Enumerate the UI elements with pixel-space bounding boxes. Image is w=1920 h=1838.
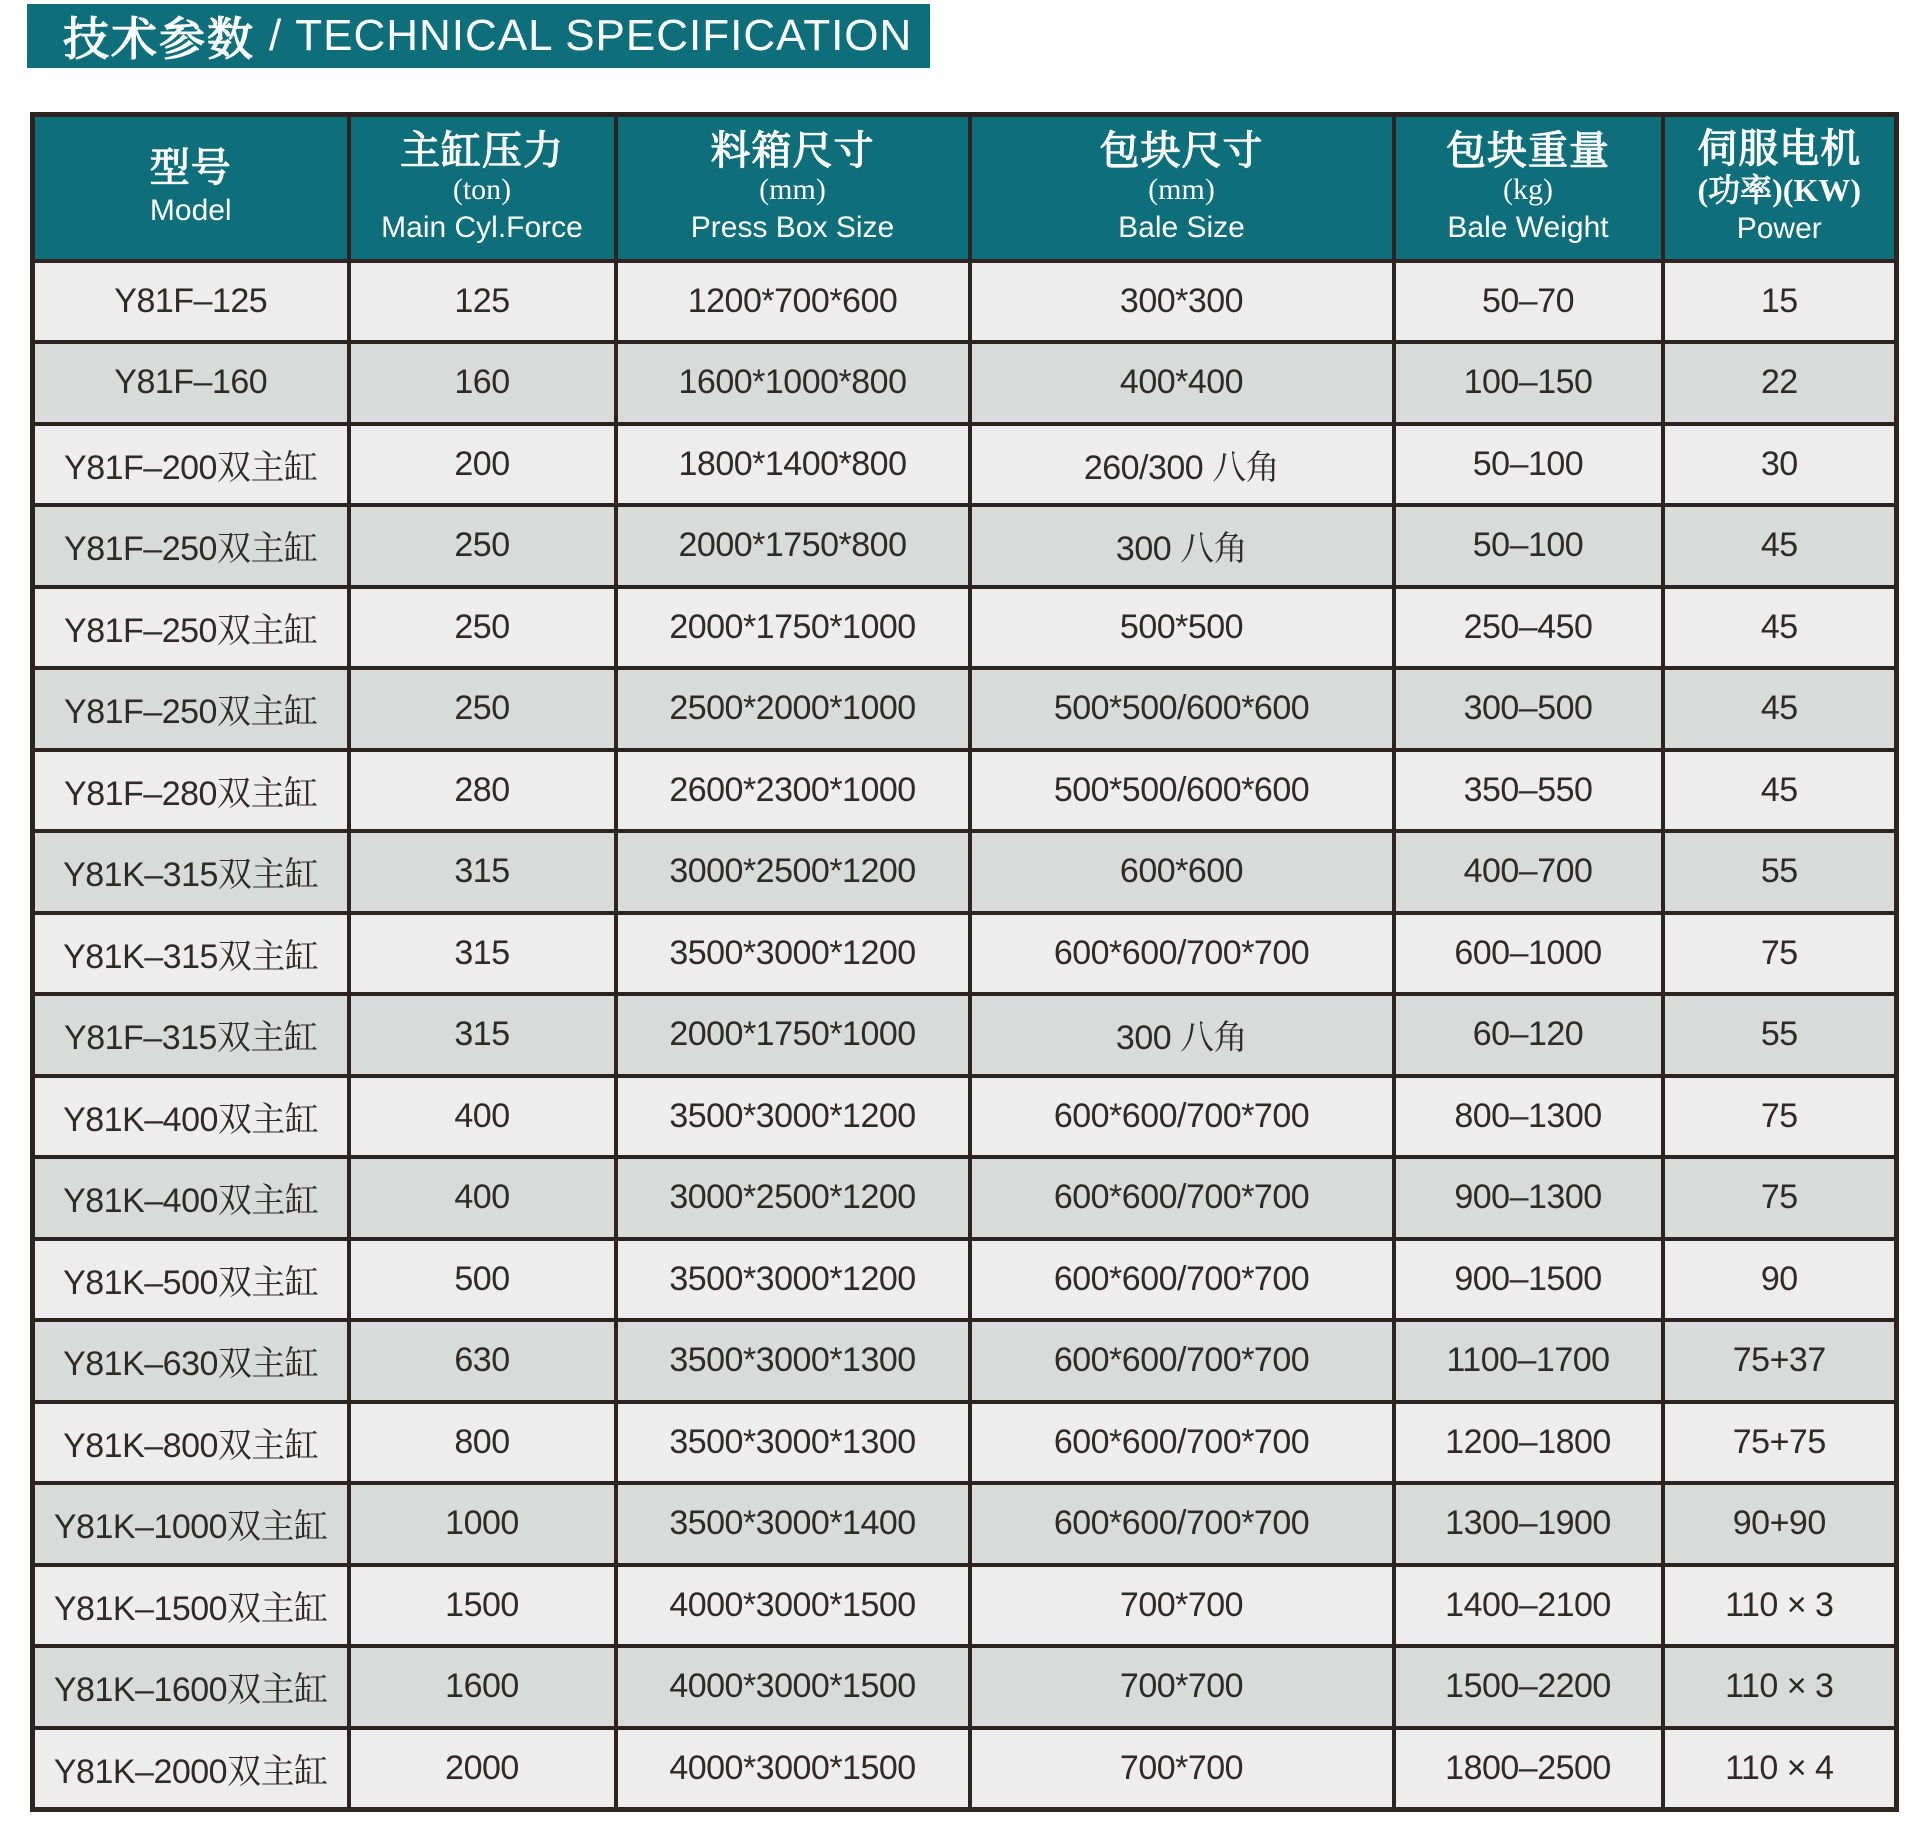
cell-main-cyl-force: 250: [349, 587, 616, 669]
cell-bale-size: 260/300 八角: [970, 424, 1394, 506]
cell-bale-weight: 600–1000: [1394, 913, 1663, 995]
cell-model: Y81K–315双主缸: [33, 913, 349, 995]
table-row: [33, 994, 1897, 1076]
cell-press-box-size: 2000*1750*1000: [616, 994, 970, 1076]
column-header-model: [33, 115, 349, 261]
cell-main-cyl-force: 280: [349, 750, 616, 832]
cell-press-box-size: 3500*3000*1200: [616, 913, 970, 995]
cell-press-box-size: 2000*1750*1000: [616, 587, 970, 669]
cell-main-cyl-force: 1500: [349, 1565, 616, 1647]
cell-model: Y81F–125: [33, 261, 349, 343]
header-unit: (kg): [1503, 173, 1553, 207]
cell-press-box-size: 3000*2500*1200: [616, 1157, 970, 1239]
cell-bale-weight: 300–500: [1394, 668, 1663, 750]
page-title-zh: 技术参数: [63, 14, 255, 65]
cell-press-box-size: 3500*3000*1400: [616, 1483, 970, 1565]
cell-power: 45: [1663, 750, 1897, 832]
cell-press-box-size: 4000*3000*1500: [616, 1565, 970, 1647]
cell-power: 110 × 3: [1663, 1646, 1897, 1728]
header-unit: (mm): [1148, 173, 1215, 207]
header-unit: (mm): [759, 173, 826, 207]
header-en: Model: [149, 193, 232, 227]
cell-bale-size: 300 八角: [970, 505, 1394, 587]
column-header-main-cyl-force: [349, 115, 616, 261]
cell-bale-size: 700*700: [970, 1565, 1394, 1647]
cell-bale-size: 300*300: [970, 261, 1394, 343]
cell-bale-weight: 900–1500: [1394, 1239, 1663, 1321]
cell-bale-size: 500*500/600*600: [970, 668, 1394, 750]
cell-bale-weight: 900–1300: [1394, 1157, 1663, 1239]
cell-bale-weight: 50–100: [1394, 505, 1663, 587]
header-en: Main Cyl.Force: [381, 210, 583, 244]
cell-press-box-size: 1800*1400*800: [616, 424, 970, 506]
cell-model: Y81K–500双主缸: [33, 1239, 349, 1321]
cell-model: Y81F–200双主缸: [33, 424, 349, 506]
cell-model: Y81K–315双主缸: [33, 831, 349, 913]
cell-main-cyl-force: 315: [349, 831, 616, 913]
cell-power: 110 × 4: [1663, 1728, 1897, 1810]
cell-model: Y81F–250双主缸: [33, 505, 349, 587]
cell-model: Y81K–1600双主缸: [33, 1646, 349, 1728]
page-title-separator: /: [269, 11, 282, 60]
cell-bale-weight: 60–120: [1394, 994, 1663, 1076]
column-header-press-box-size: [616, 115, 970, 261]
cell-bale-weight: 100–150: [1394, 342, 1663, 424]
spec-table-body: [33, 261, 1897, 1810]
header-zh: 包块重量: [1446, 127, 1610, 173]
cell-bale-size: 400*400: [970, 342, 1394, 424]
cell-power: 30: [1663, 424, 1897, 506]
cell-bale-size: 500*500/600*600: [970, 750, 1394, 832]
header-en: Bale Weight: [1447, 210, 1609, 244]
cell-bale-weight: 50–70: [1394, 261, 1663, 343]
table-row: [33, 505, 1897, 587]
spec-table: [30, 112, 1899, 1812]
cell-main-cyl-force: 2000: [349, 1728, 616, 1810]
cell-power: 22: [1663, 342, 1897, 424]
table-row: [33, 1483, 1897, 1565]
cell-model: Y81F–280双主缸: [33, 750, 349, 832]
table-row: [33, 668, 1897, 750]
cell-model: Y81F–250双主缸: [33, 587, 349, 669]
table-row: [33, 1565, 1897, 1647]
cell-power: 45: [1663, 505, 1897, 587]
cell-power: 75: [1663, 1157, 1897, 1239]
table-row: [33, 261, 1897, 343]
cell-bale-weight: 1100–1700: [1394, 1320, 1663, 1402]
cell-power: 110 × 3: [1663, 1565, 1897, 1647]
table-row: [33, 750, 1897, 832]
cell-power: 45: [1663, 587, 1897, 669]
cell-press-box-size: 1200*700*600: [616, 261, 970, 343]
header-en: Bale Size: [1118, 210, 1245, 244]
cell-bale-size: 600*600/700*700: [970, 1239, 1394, 1321]
cell-power: 55: [1663, 831, 1897, 913]
cell-power: 45: [1663, 668, 1897, 750]
cell-bale-size: 600*600/700*700: [970, 913, 1394, 995]
cell-model: Y81K–1500双主缸: [33, 1565, 349, 1647]
cell-main-cyl-force: 200: [349, 424, 616, 506]
cell-bale-size: 600*600: [970, 831, 1394, 913]
cell-bale-size: 600*600/700*700: [970, 1320, 1394, 1402]
cell-main-cyl-force: 160: [349, 342, 616, 424]
column-header-power: [1663, 115, 1897, 261]
header-zh: 主缸压力: [400, 127, 564, 173]
header-zh: 伺服电机: [1697, 126, 1862, 172]
cell-bale-size: 600*600/700*700: [970, 1483, 1394, 1565]
page-title-banner: [27, 4, 930, 68]
table-row: [33, 913, 1897, 995]
table-row: [33, 1320, 1897, 1402]
cell-main-cyl-force: 400: [349, 1076, 616, 1158]
cell-bale-weight: 1800–2500: [1394, 1728, 1663, 1810]
table-row: [33, 1157, 1897, 1239]
cell-press-box-size: 1600*1000*800: [616, 342, 970, 424]
cell-bale-size: 600*600/700*700: [970, 1402, 1394, 1484]
table-row: [33, 831, 1897, 913]
cell-model: Y81K–2000双主缸: [33, 1728, 349, 1810]
cell-power: 75+75: [1663, 1402, 1897, 1484]
cell-press-box-size: 3500*3000*1300: [616, 1320, 970, 1402]
cell-main-cyl-force: 500: [349, 1239, 616, 1321]
column-header-bale-weight: [1394, 115, 1663, 261]
header-zh: 料箱尺寸: [710, 127, 875, 173]
cell-bale-weight: 1400–2100: [1394, 1565, 1663, 1647]
cell-power: 75: [1663, 913, 1897, 995]
cell-main-cyl-force: 800: [349, 1402, 616, 1484]
cell-model: Y81K–400双主缸: [33, 1076, 349, 1158]
cell-power: 75: [1663, 1076, 1897, 1158]
header-en: Press Box Size: [690, 210, 895, 244]
cell-bale-size: 600*600/700*700: [970, 1157, 1394, 1239]
table-row: [33, 1239, 1897, 1321]
cell-press-box-size: 2000*1750*800: [616, 505, 970, 587]
cell-press-box-size: 3000*2500*1200: [616, 831, 970, 913]
cell-main-cyl-force: 400: [349, 1157, 616, 1239]
table-row: [33, 587, 1897, 669]
cell-press-box-size: 3500*3000*1200: [616, 1239, 970, 1321]
header-unit: (ton): [452, 173, 512, 207]
cell-main-cyl-force: 315: [349, 913, 616, 995]
cell-model: Y81K–400双主缸: [33, 1157, 349, 1239]
table-row: [33, 1646, 1897, 1728]
cell-bale-size: 500*500: [970, 587, 1394, 669]
cell-bale-weight: 1500–2200: [1394, 1646, 1663, 1728]
cell-main-cyl-force: 315: [349, 994, 616, 1076]
cell-main-cyl-force: 250: [349, 668, 616, 750]
header-unit: (功率)(KW): [1697, 172, 1862, 209]
cell-press-box-size: 2600*2300*1000: [616, 750, 970, 832]
cell-press-box-size: 4000*3000*1500: [616, 1728, 970, 1810]
cell-model: Y81K–800双主缸: [33, 1402, 349, 1484]
table-row: [33, 1728, 1897, 1810]
cell-bale-weight: 400–700: [1394, 831, 1663, 913]
cell-bale-size: 700*700: [970, 1728, 1394, 1810]
cell-power: 55: [1663, 994, 1897, 1076]
cell-press-box-size: 2500*2000*1000: [616, 668, 970, 750]
cell-power: 90+90: [1663, 1483, 1897, 1565]
header-zh: 型号: [149, 144, 232, 190]
cell-bale-weight: 350–550: [1394, 750, 1663, 832]
cell-power: 15: [1663, 261, 1897, 343]
cell-main-cyl-force: 630: [349, 1320, 616, 1402]
cell-power: 90: [1663, 1239, 1897, 1321]
cell-bale-size: 600*600/700*700: [970, 1076, 1394, 1158]
header-zh: 包块尺寸: [1099, 127, 1264, 173]
column-header-bale-size: [970, 115, 1394, 261]
cell-bale-weight: 800–1300: [1394, 1076, 1663, 1158]
cell-bale-weight: 250–450: [1394, 587, 1663, 669]
cell-press-box-size: 3500*3000*1200: [616, 1076, 970, 1158]
header-row: [33, 115, 1897, 261]
cell-main-cyl-force: 1000: [349, 1483, 616, 1565]
cell-model: Y81K–1000双主缸: [33, 1483, 349, 1565]
cell-bale-weight: 50–100: [1394, 424, 1663, 506]
cell-bale-size: 700*700: [970, 1646, 1394, 1728]
table-row: [33, 424, 1897, 506]
cell-main-cyl-force: 250: [349, 505, 616, 587]
cell-model: Y81F–315双主缸: [33, 994, 349, 1076]
cell-bale-weight: 1300–1900: [1394, 1483, 1663, 1565]
cell-bale-weight: 1200–1800: [1394, 1402, 1663, 1484]
spec-table-header: [33, 115, 1897, 261]
table-row: [33, 1402, 1897, 1484]
cell-main-cyl-force: 125: [349, 261, 616, 343]
cell-main-cyl-force: 1600: [349, 1646, 616, 1728]
cell-press-box-size: 4000*3000*1500: [616, 1646, 970, 1728]
cell-press-box-size: 3500*3000*1300: [616, 1402, 970, 1484]
table-row: [33, 1076, 1897, 1158]
cell-power: 75+37: [1663, 1320, 1897, 1402]
table-row: [33, 342, 1897, 424]
cell-bale-size: 300 八角: [970, 994, 1394, 1076]
cell-model: Y81K–630双主缸: [33, 1320, 349, 1402]
page-title-en: TECHNICAL SPECIFICATION: [295, 11, 913, 60]
cell-model: Y81F–160: [33, 342, 349, 424]
header-en: Power: [1736, 212, 1822, 246]
cell-model: Y81F–250双主缸: [33, 668, 349, 750]
